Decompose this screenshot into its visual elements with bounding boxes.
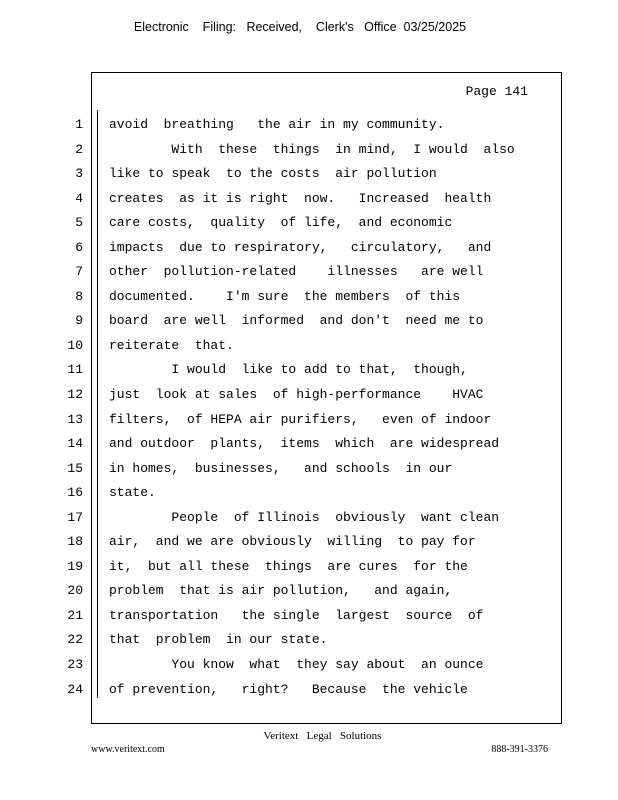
line-number: 8 [75,288,83,304]
transcript-line: that problem in our state. [109,632,328,648]
line-number: 12 [67,387,83,403]
line-number: 14 [67,436,83,452]
line-number: 18 [67,534,83,550]
transcript-line: it, but all these things are cures for the [109,558,468,574]
transcript-line: transportation the single largest source of [109,607,484,623]
line-number: 23 [67,657,83,673]
line-number: 6 [75,239,83,255]
line-number: 10 [67,337,83,353]
filing-stamp: Electronic Filing: Received, Clerk's Office 03/25/2025 [133,20,467,34]
line-number: 16 [67,485,83,501]
transcript-line: impacts due to respiratory, circulatory, and [109,239,492,255]
line-number: 7 [75,264,83,280]
transcript-line: other pollution-related illnesses are well [109,264,484,280]
transcript-line: creates as it is right now. Increased health [109,190,492,206]
line-number-column [60,113,83,702]
transcript-line: I would like to add to that, though, [109,362,468,378]
line-number: 4 [75,190,83,206]
line-number: 20 [67,583,83,599]
line-number: 11 [67,362,83,378]
line-number: 17 [67,509,83,525]
transcript-line: filters, of HEPA air purifiers, even of indoor [109,411,492,427]
line-number: 9 [75,313,83,329]
transcript-line: documented. I'm sure the members of this [109,288,461,304]
footer-phone: 888-391-3376 [491,744,548,755]
transcript-line: care costs, quality of life, and economic [109,215,453,231]
line-number: 1 [75,117,83,132]
line-number: 5 [75,215,83,231]
line-number: 21 [67,607,83,623]
line-number: 24 [67,681,83,697]
footer-website: www.veritext.com [91,744,165,755]
transcript-line: People of Illinois obviously want clean [109,509,500,525]
transcript-line: You know what they say about an ounce [109,657,484,673]
transcript-line: avoid breathing the air in my community. [109,117,445,132]
transcript-line: just look at sales of high-performance HVAC [109,387,484,403]
transcript-line: of prevention, right? Because the vehicle [109,681,468,697]
line-number: 2 [75,141,83,157]
transcript-line: board are well informed and don't need me to [109,313,484,329]
footer-company: Veritext Legal Solutions [263,730,382,742]
transcript-line: and outdoor plants, items which are widespread [109,436,500,452]
line-number: 19 [67,558,83,574]
margin-rule [97,110,98,698]
transcript-line: like to speak to the costs air pollution [109,166,437,182]
transcript-line: reiterate that. [109,337,234,353]
page-number: Page 141 [465,84,528,99]
line-number: 13 [67,411,83,427]
transcript-line: state. [109,485,156,501]
transcript-line: problem that is air pollution, and again, [109,583,453,599]
transcript-line: air, and we are obviously willing to pay for [109,534,476,550]
transcript-text [109,113,549,702]
line-number: 22 [67,632,83,648]
transcript-line: With these things in mind, I would also [109,141,515,157]
transcript-line: in homes, businesses, and schools in our [109,460,453,476]
line-number: 15 [67,460,83,476]
line-number: 3 [75,166,83,182]
